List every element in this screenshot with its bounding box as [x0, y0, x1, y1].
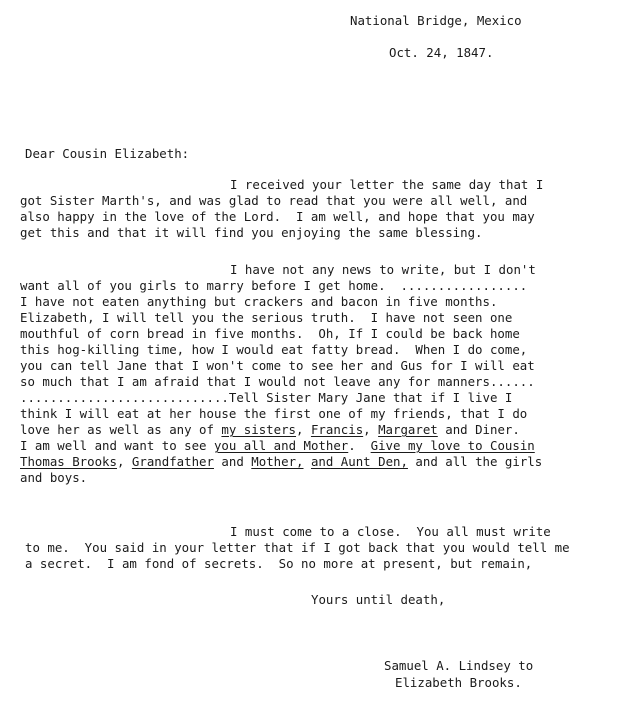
paragraph-2-line: ............................Tell Sister Mary Jane that if I live I [20, 390, 513, 405]
paragraph-2-line: want all of you girls to marry before I get home. ................. [20, 278, 528, 293]
paragraph-1-line: got Sister Marth's, and was glad to read that you were all well, and [20, 193, 528, 208]
paragraph-3-line: to me. You said in your letter that if I got back that you would tell me [25, 540, 570, 555]
text-run: , [296, 422, 311, 437]
underlined-name: Thomas Brooks [20, 454, 117, 469]
text-run: , [116, 454, 132, 469]
signature-line: Elizabeth Brooks. [395, 675, 522, 690]
paragraph-1-line: also happy in the love of the Lord. I am well, and hope that you may [20, 209, 535, 224]
salutation: Dear Cousin Elizabeth: [25, 146, 190, 161]
paragraph-2-line: think I will eat at her house the first one of my friends, that I do [20, 406, 528, 421]
underlined-name: my sisters [221, 422, 297, 437]
closing: Yours until death, [311, 592, 446, 607]
underlined-name: Francis [310, 422, 364, 437]
signature-line: Samuel A. Lindsey to [384, 658, 534, 673]
paragraph-2-line [20, 454, 542, 470]
text-run: , [363, 422, 379, 437]
underlined-name: Margaret [378, 422, 438, 437]
paragraph-3-line: I must come to a close. You all must write [230, 524, 551, 539]
underlined-name: and Aunt Den, [310, 454, 408, 469]
text-run: and Diner. [437, 422, 520, 437]
text-run: I am well and want to see [20, 438, 214, 453]
paragraph-2-line [20, 438, 535, 454]
paragraph-2-line: I have not any news to write, but I don't [230, 262, 536, 277]
text-run: . [348, 438, 371, 453]
underlined-name: you all and Mother [213, 438, 349, 453]
paragraph-2-line: you can tell Jane that I won't come to see her and Gus for I will eat [20, 358, 535, 373]
text-run [304, 454, 311, 469]
letter-date: Oct. 24, 1847. [389, 45, 494, 60]
text-run: and [213, 454, 252, 469]
paragraph-2-line: mouthful of corn bread in five months. Oh, If I could be back home [20, 326, 520, 341]
text-run: and all the girls [407, 454, 543, 469]
paragraph-2-line: so much that I am afraid that I would not leave any for manners...... [20, 374, 535, 389]
underlined-name: Mother, [251, 454, 304, 469]
text-run: love her as well as any of [20, 422, 222, 437]
underlined-name: Give my love to Cousin [370, 438, 535, 453]
paragraph-2-line: and boys. [20, 470, 88, 485]
paragraph-2-line: Elizabeth, I will tell you the serious truth. I have not seen one [20, 310, 513, 325]
paragraph-1-line: I received your letter the same day that I [230, 177, 544, 192]
underlined-name: Grandfather [131, 454, 214, 469]
paragraph-2-line: this hog-killing time, how I would eat fatty bread. When I do come, [20, 342, 528, 357]
paragraph-3-line: a secret. I am fond of secrets. So no more at present, but remain, [25, 556, 533, 571]
letter-place: National Bridge, Mexico [350, 13, 522, 28]
paragraph-2-line: I have not eaten anything but crackers and bacon in five months. [20, 294, 498, 309]
paragraph-1-line: get this and that it will find you enjoying the same blessing. [20, 225, 483, 240]
paragraph-2-line [20, 422, 520, 438]
